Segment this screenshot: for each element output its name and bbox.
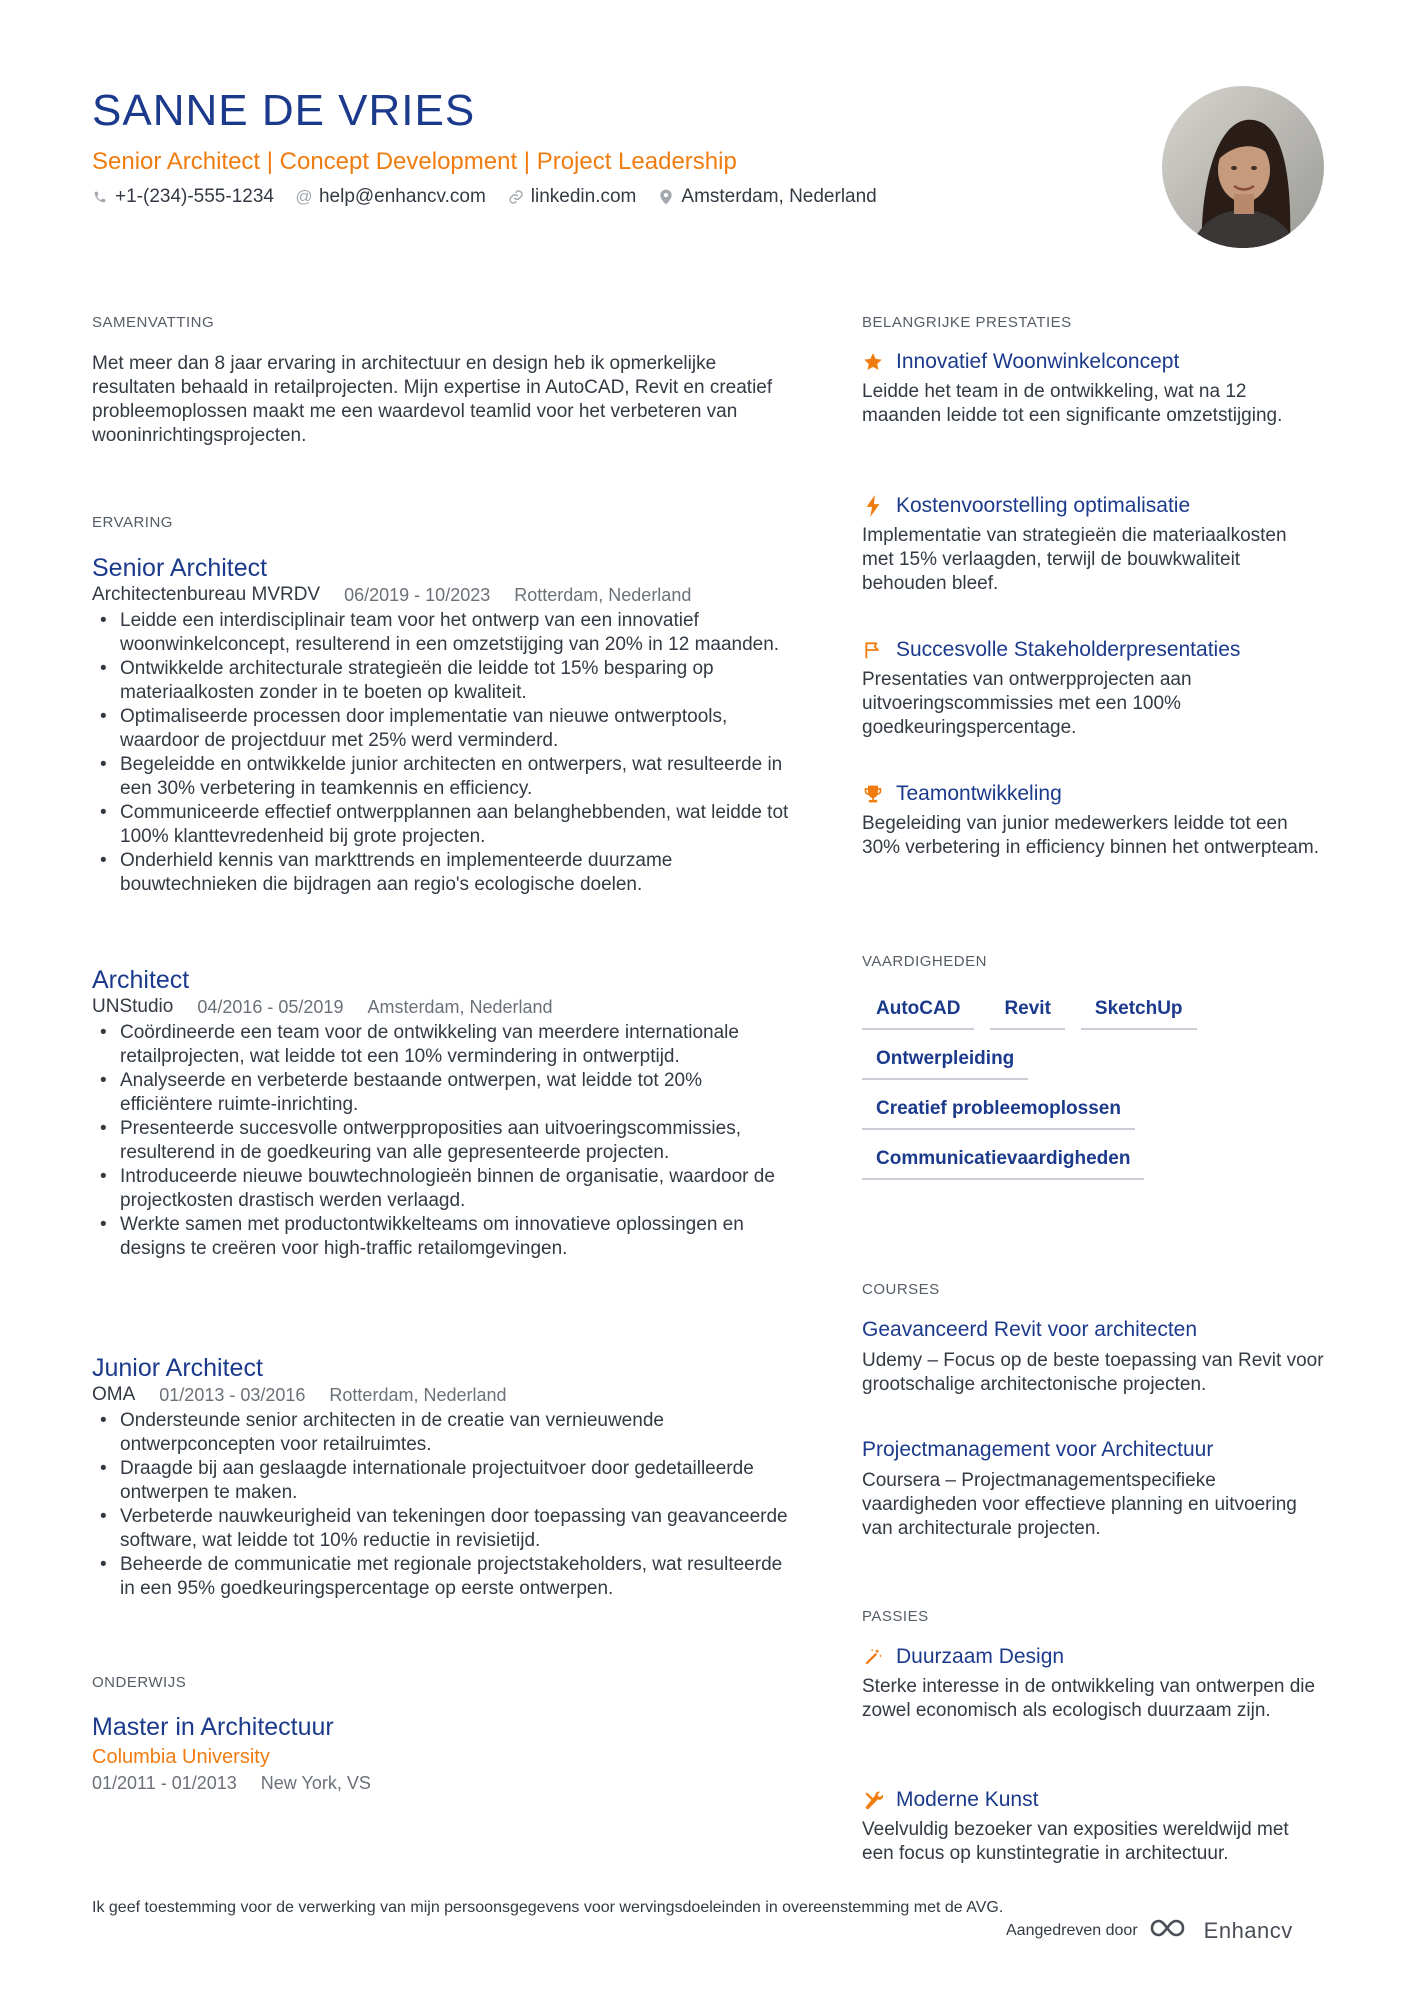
contact-email[interactable] — [296, 186, 486, 208]
avatar — [1162, 86, 1324, 248]
passion-desc: Veelvuldig bezoeker van exposities wereldwijd met een focus op kunstintegratie in architectuur. — [862, 1819, 1289, 1864]
lightning-icon — [862, 495, 884, 517]
achievement-item — [862, 638, 1322, 740]
brand-name: Enhancv — [1203, 1917, 1293, 1943]
link-icon — [508, 189, 524, 205]
phone-icon — [92, 189, 108, 205]
course-title: Projectmanagement voor Architectuur — [862, 1438, 1214, 1461]
passion-item — [862, 1788, 1322, 1866]
experience-item — [92, 965, 792, 1261]
skill-tag: Ontwerpleiding — [862, 1044, 1028, 1080]
achievement-item — [862, 350, 1322, 428]
job-company: Architectenbureau MVRDV — [92, 584, 321, 605]
contact-phone[interactable] — [92, 186, 274, 208]
achievement-desc: Presentaties van ontwerpprojecten aan uitvoeringscommissies met een 100% goedkeuringspercentage. — [862, 669, 1192, 738]
skill-tag: Revit — [990, 994, 1064, 1030]
achievement-title: Teamontwikkeling — [896, 782, 1062, 805]
bullet-item: • Coördineerde een team voor de ontwikkeling van meerdere internationale retailprojecten, wat leidde tot een 10% vermindering in ontwerptijd. — [92, 1021, 792, 1069]
skills-list — [862, 994, 1322, 1194]
achievement-item — [862, 782, 1322, 860]
summary-text: Met meer dan 8 jaar ervaring in architectuur en design heb ik opmerkelijke resultaten behaald in retailprojecten. Mijn expertise in AutoCAD, Revit en creatief probleemoplossen maakt me een waardevol teamlid voor het verbeteren van wooninrichtingsprojecten. — [92, 353, 773, 446]
passions-section-title: PASSIES — [862, 1608, 929, 1625]
job-title: Junior Architect — [92, 1354, 263, 1382]
candidate-name: SANNE DE VRIES — [92, 86, 476, 135]
passion-item — [862, 1645, 1322, 1723]
contact-location-text: Amsterdam, Nederland — [681, 186, 877, 207]
achievements-section-title: BELANGRIJKE PRESTATIES — [862, 314, 1072, 331]
contact-linkedin[interactable] — [508, 186, 637, 208]
education-meta — [92, 1773, 371, 1794]
bullet-item: • Leidde een interdisciplinair team voor het ontwerp van een innovatief woonwinkelconcept, resulterend in een omzetstijging van 20% in 12 maanden. — [92, 609, 792, 657]
magic-wand-icon — [862, 1646, 884, 1668]
bullet-item: • Introduceerde nieuwe bouwtechnologieën binnen de organisatie, waardoor de projectkosten drastisch werden verlaagd. — [92, 1165, 792, 1213]
job-bullets — [92, 1409, 792, 1601]
bullet-item: • Ontwikkelde architecturale strategieën die leidde tot 15% besparing op materiaalkosten zonder in te boeten op kwaliteit. — [92, 657, 792, 705]
contact-location — [658, 186, 876, 208]
bullet-item: • Optimaliseerde processen door implementatie van nieuwe ontwerptools, waardoor de projectduur met 25% werd verminderd. — [92, 705, 792, 753]
enhancv-logo-icon — [1148, 1916, 1194, 1945]
achievement-desc: Begeleiding van junior medewerkers leidde tot een 30% verbetering in efficiency binnen het ontwerpteam. — [862, 813, 1319, 858]
passion-title: Duurzaam Design — [896, 1645, 1065, 1668]
education-degree: Master in Architectuur — [92, 1713, 334, 1741]
job-company: UNStudio — [92, 996, 174, 1017]
job-location: Amsterdam, Nederland — [367, 997, 553, 1017]
achievement-desc: Leidde het team in de ontwikkeling, wat na 12 maanden leidde tot een significante omzetstijging. — [862, 381, 1283, 426]
job-title: Architect — [92, 966, 190, 994]
contact-email-text: help@enhancv.com — [318, 186, 486, 207]
bullet-item: • Begeleidde en ontwikkelde junior architecten en ontwerpers, wat resulteerde in een 30% verbetering in teamkennis en efficiency. — [92, 753, 792, 801]
bullet-item: • Communiceerde effectief ontwerpplannen aan belanghebbenden, wat leidde tot 100% klanttevredenheid bij grote projecten. — [92, 801, 792, 849]
job-meta — [92, 995, 792, 1019]
job-dates: 01/2013 - 03/2016 — [159, 1385, 306, 1405]
contact-bar — [92, 186, 877, 208]
job-dates: 04/2016 - 05/2019 — [197, 997, 344, 1017]
passion-title: Moderne Kunst — [896, 1788, 1039, 1811]
bullet-item: • Werkte samen met productontwikkelteams om innovatieve oplossingen en designs te creëren voor high-traffic retailomgevingen. — [92, 1213, 792, 1261]
achievement-title: Kostenvoorstelling optimalisatie — [896, 494, 1191, 517]
experience-item — [92, 553, 792, 897]
skill-tag: Communicatievaardigheden — [862, 1144, 1144, 1180]
star-icon — [862, 351, 884, 373]
bullet-item: • Presenteerde succesvolle ontwerpproposities aan uitvoeringscommissies, resulterend in de goedkeuring van alle gepresenteerde projecten. — [92, 1117, 792, 1165]
job-title: Senior Architect — [92, 554, 268, 582]
job-company: OMA — [92, 1384, 136, 1405]
job-meta — [92, 1383, 792, 1407]
course-desc: Udemy – Focus op de beste toepassing van Revit voor grootschalige architectonische projecten. — [862, 1350, 1324, 1395]
experience-section-title: ERVARING — [92, 514, 173, 531]
skills-section-title: VAARDIGHEDEN — [862, 953, 987, 970]
achievement-title: Succesvolle Stakeholderpresentaties — [896, 638, 1241, 661]
job-bullets — [92, 609, 792, 897]
course-item — [862, 1317, 1332, 1397]
skill-tag: SketchUp — [1081, 994, 1197, 1030]
achievement-desc: Implementatie van strategieën die materiaalkosten met 15% verlaagden, terwijl de bouwkwaliteit behouden bleef. — [862, 525, 1287, 594]
course-desc: Coursera – Projectmanagementspecifieke vaardigheden voor effectieve planning en uitvoering van architecturale projecten. — [862, 1470, 1297, 1539]
skill-tag: Creatief probleemoplossen — [862, 1094, 1135, 1130]
trophy-icon — [862, 783, 884, 805]
job-meta — [92, 583, 792, 607]
skill-tag: AutoCAD — [862, 994, 974, 1030]
passion-desc: Sterke interesse in de ontwikkeling van ontwerpen die zowel economisch als ecologisch duurzaam zijn. — [862, 1676, 1316, 1721]
bullet-item: • Onderhield kennis van markttrends en implementeerde duurzame bouwtechnieken die bijdragen aan regio's ecologische doelen. — [92, 849, 792, 897]
contact-phone-text: +1-(234)-555-1234 — [115, 186, 274, 207]
contact-linkedin-text: linkedin.com — [530, 186, 637, 207]
job-dates: 06/2019 - 10/2023 — [344, 585, 491, 605]
education-dates: 01/2011 - 01/2013 — [92, 1773, 237, 1793]
job-location: Rotterdam, Nederland — [514, 585, 692, 605]
course-item — [862, 1437, 1332, 1541]
bullet-item: • Ondersteunde senior architecten in de creatie van vernieuwende ontwerpconcepten voor retailruimtes. — [92, 1409, 792, 1457]
bullet-item: • Draagde bij aan geslaagde internationale projectuitvoer door gedetailleerde ontwerpen te maken. — [92, 1457, 792, 1505]
bullet-item: • Analyseerde en verbeterde bestaande ontwerpen, wat leidde tot 20% efficiëntere ruimte-inrichting. — [92, 1069, 792, 1117]
education-school: Columbia University — [92, 1746, 270, 1768]
education-location: New York, VS — [260, 1773, 371, 1793]
consent-note: Ik geef toestemming voor de verwerking van mijn persoonsgegevens voor wervingsdoeleinden in overeenstemming met de AVG. — [92, 1899, 1004, 1916]
powered-by[interactable] — [1006, 1916, 1293, 1945]
education-section-title: ONDERWIJS — [92, 1674, 187, 1691]
headline: Senior Architect | Concept Development | Project Leadership — [92, 148, 737, 175]
bullet-item: • Verbeterde nauwkeurigheid van tekeningen door toepassing van geavanceerde software, wat leidde tot 10% reductie in revisietijd. — [92, 1505, 792, 1553]
bullet-item: • Beheerde de communicatie met regionale projectstakeholders, wat resulteerde in een 95% goedkeuringspercentage op eerste ontwerpen. — [92, 1553, 792, 1601]
flag-icon — [862, 639, 884, 661]
summary-section-title: SAMENVATTING — [92, 314, 215, 331]
achievement-item — [862, 494, 1322, 596]
course-title: Geavanceerd Revit voor architecten — [862, 1318, 1198, 1341]
courses-section-title: COURSES — [862, 1281, 940, 1298]
tools-icon — [862, 1789, 884, 1811]
job-location: Rotterdam, Nederland — [329, 1385, 507, 1405]
at-icon: @ — [295, 187, 313, 206]
powered-by-label: Aangedreven door — [1006, 1921, 1138, 1939]
location-icon — [658, 189, 674, 205]
achievement-title: Innovatief Woonwinkelconcept — [896, 350, 1180, 373]
job-bullets — [92, 1021, 792, 1261]
experience-item — [92, 1353, 792, 1601]
